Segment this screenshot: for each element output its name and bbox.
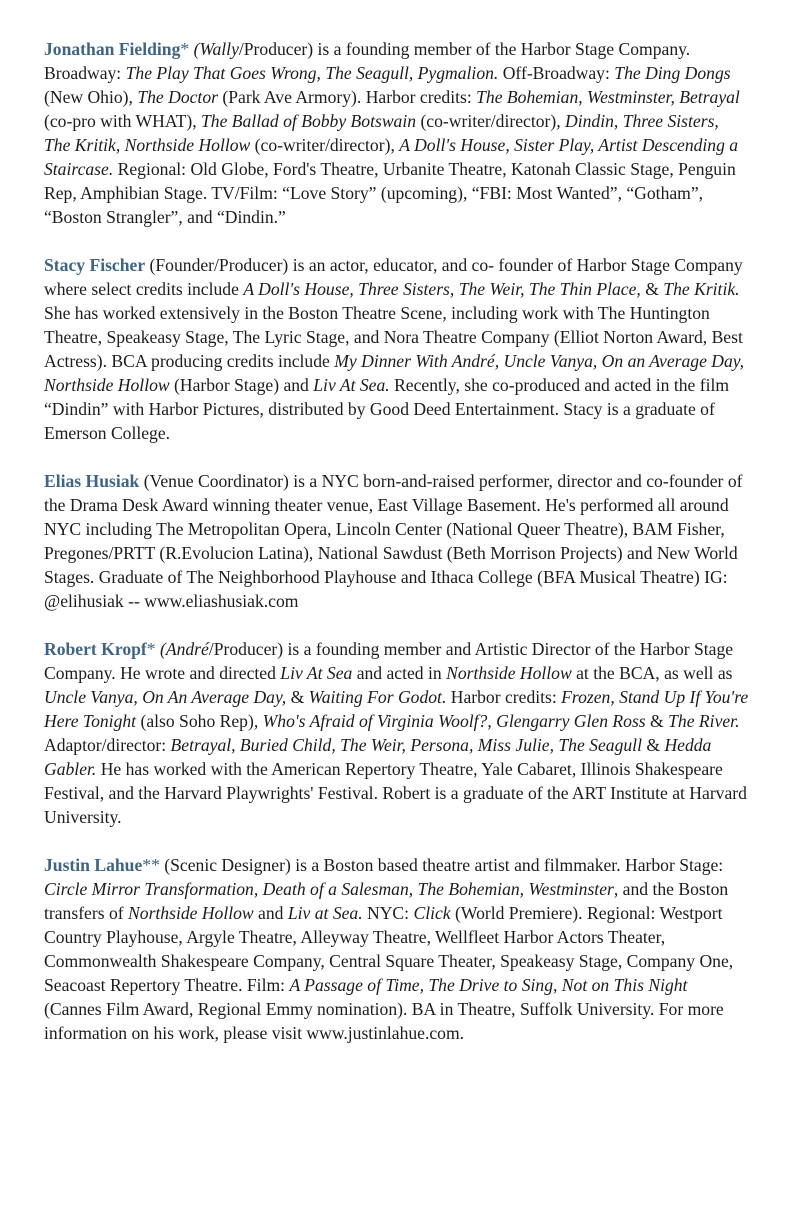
bio-text-segment: (co-writer/director) [416, 111, 557, 131]
bio-text-segment: (Venue Coordinator) is a NYC born-and-raised performer, director and co-founder of the Drama Desk Award winning theater venue, East Village Basement. He's performed all around NYC including The Metropolitan Opera, Lincoln Center (National Queer Theatre), BAM Fisher, Pregones/PRTT (R.Evolucion Latina), National Sawdust (Beth Morrison Projects) and New World Stages. Graduate of The Neighborhood Playhouse and Ithaca College (BFA Musical Theatre) IG: @elihusiak -- www.eliashusiak.com [44, 471, 743, 611]
bio-title-italic: A Doll's House, Three Sisters, The Weir, The Thin Place, [243, 279, 641, 299]
bio-title-italic: Frozen, Stand Up If You're Here Tonight [44, 687, 749, 731]
bio-text-segment: (co-pro with WHAT), [44, 111, 202, 131]
bio-name: Justin Lahue [44, 855, 143, 875]
bio-text-segment: and [253, 903, 288, 923]
bio-mark: ** [142, 855, 160, 875]
bio-text-segment: Recently, she co-produced and acted in the film “Dindin” with Harbor Pictures, distributed by Good Deed Entertainment. Stacy is a graduate of Emerson College. [44, 375, 730, 443]
bio-text-segment: (co-writer/director), [250, 135, 400, 155]
bio-text-segment: (World Premiere). Regional: Westport Country Playhouse, Argyle Theatre, Alleyway Theatre, Wellfleet Harbor Actors Theater, Commonwealth Shakespeare Company, Central Square Theater, Speakeasy Stage, Company One, Seacoast Repertory Theatre. Film: [44, 903, 734, 995]
bio-name: Robert Kropf [44, 639, 147, 659]
bio-title-italic: Uncle Vanya, On An Average Day, [44, 687, 287, 707]
bio-title-italic: Waiting For Godot. [308, 687, 447, 707]
bio-title-italic: Northside Hollow [446, 663, 572, 683]
bio-text-segment: /Producer) is a founding member and Artistic Director of the Harbor Stage Company. He wrote and directed [44, 639, 734, 683]
bio-text-segment: He has worked with the American Repertory Theatre, Yale Cabaret, Illinois Shakespeare Festival, and the Harvard Playwrights' Festival. Robert is a graduate of the ART Institute at Harvard University. [44, 759, 747, 827]
bio-title-italic: (André [159, 639, 209, 659]
bio-text-segment: Adaptor/director: [44, 735, 171, 755]
bio-title-italic: Hedda Gabler. [44, 735, 712, 779]
bio-jonathan-fielding [44, 37, 749, 229]
bio-title-italic: The Play That Goes Wrong, The Seagull, Pygmalion. [125, 63, 499, 83]
bio-mark: * [146, 639, 156, 659]
bio-title-italic: Betrayal, Buried Child, The Weir, Persona, Miss Julie, The Seagull [170, 735, 642, 755]
bio-title-italic: , The Doctor [128, 87, 218, 107]
bio-name: Elias Husiak [44, 471, 140, 491]
bio-text-segment: & [641, 735, 665, 755]
bio-text-segment: (Harbor Stage) and [169, 375, 314, 395]
bio-text-segment: (New Ohio) [44, 87, 129, 107]
bio-text-segment: at the BCA, as well as [571, 663, 733, 683]
bio-text-segment: and acted in [352, 663, 447, 683]
bio-text-segment: (also Soho Rep) [136, 711, 254, 731]
bio-text [44, 39, 740, 227]
bio-text [44, 855, 733, 1043]
bio-text-segment: Harbor credits: [446, 687, 562, 707]
bio-text-segment: & [640, 279, 664, 299]
bio-text-segment: She has worked extensively in the Boston Theatre Scene, including work with The Huntington Theatre, Speakeasy Stage, The Lyric Stage, and Nora Theatre Company (Elliot Norton Award, Best Actress). BCA producing credits include [44, 303, 743, 371]
bio-title-italic: Circle Mirror Transformation, Death of a Salesman, The Bohemian, Westminster [44, 879, 614, 899]
bio-justin-lahue [44, 853, 749, 1045]
bio-text-segment: Regional: Old Globe, Ford's Theatre, Urbanite Theatre, Katonah Classic Stage, Penguin Rep, Amphibian Stage. TV/Film: “Love Story” (upcoming), “FBI: Most Wanted”, “Gotham”, “Boston Strangler”, and “Dindin.” [44, 159, 736, 227]
bio-text-segment: , and the Boston transfers of [44, 879, 729, 923]
bio-stacy-fischer [44, 253, 749, 445]
bio-title-italic: The Ding Dongs [614, 63, 731, 83]
bio-title-italic: A Doll's House, Sister Play, Artist Descending a Staircase. [44, 135, 739, 179]
bio-name: Stacy Fischer [44, 255, 146, 275]
bio-title-italic: , Dindin, Three Sisters, The Kritik, Northside Hollow [44, 111, 719, 155]
bio-text-segment: (Founder/Producer) is an actor, educator, and co- founder of Harbor Stage Company where select credits include [44, 255, 743, 299]
bio-text-segment: /Producer) is a founding member of the Harbor Stage Company. Broadway: [44, 39, 691, 83]
bio-text-segment: & [645, 711, 669, 731]
bio-title-italic: Liv At Sea. [313, 375, 390, 395]
bio-title-italic: The Bohemian, Westminster, Betrayal [476, 87, 740, 107]
bio-text [44, 255, 744, 443]
bio-text-segment: (Park Ave Armory). Harbor credits: [217, 87, 477, 107]
bio-text-segment: & [286, 687, 309, 707]
bio-title-italic: The Kritik. [663, 279, 740, 299]
bio-text-segment: (Scenic Designer) is a Boston based theatre artist and filmmaker. Harbor Stage: [159, 855, 724, 875]
bio-title-italic: Click [413, 903, 451, 923]
bio-text-segment: NYC: [362, 903, 414, 923]
bio-title-italic: Liv At Sea [280, 663, 353, 683]
bio-name: Jonathan Fielding [44, 39, 181, 59]
bio-title-italic: , Who's Afraid of Virginia Woolf?, Glengarry Glen Ross [253, 711, 646, 731]
bio-title-italic: My Dinner With André, Uncle Vanya, On an Average Day, Northside Hollow [44, 351, 745, 395]
bio-title-italic: The River. [668, 711, 740, 731]
bio-title-italic: Liv at Sea. [287, 903, 363, 923]
bio-title-italic: The Ballad of Bobby Botswain [201, 111, 417, 131]
bio-text-segment: (Cannes Film Award, Regional Emmy nomination). BA in Theatre, Suffolk University. For more information on his work, please visit www.justinlahue.com. [44, 999, 724, 1043]
bio-title-italic: (Wally [193, 39, 239, 59]
bio-title-italic: A Passage of Time, The Drive to Sing, Not on This Night [289, 975, 688, 995]
bio-elias-husiak [44, 469, 749, 613]
bio-text [44, 471, 742, 611]
bio-title-italic: Northside Hollow [128, 903, 254, 923]
bio-text-segment: Off-Broadway: [498, 63, 615, 83]
bio-robert-kropf [44, 637, 749, 829]
bio-text [44, 639, 748, 827]
bio-mark: * [180, 39, 190, 59]
